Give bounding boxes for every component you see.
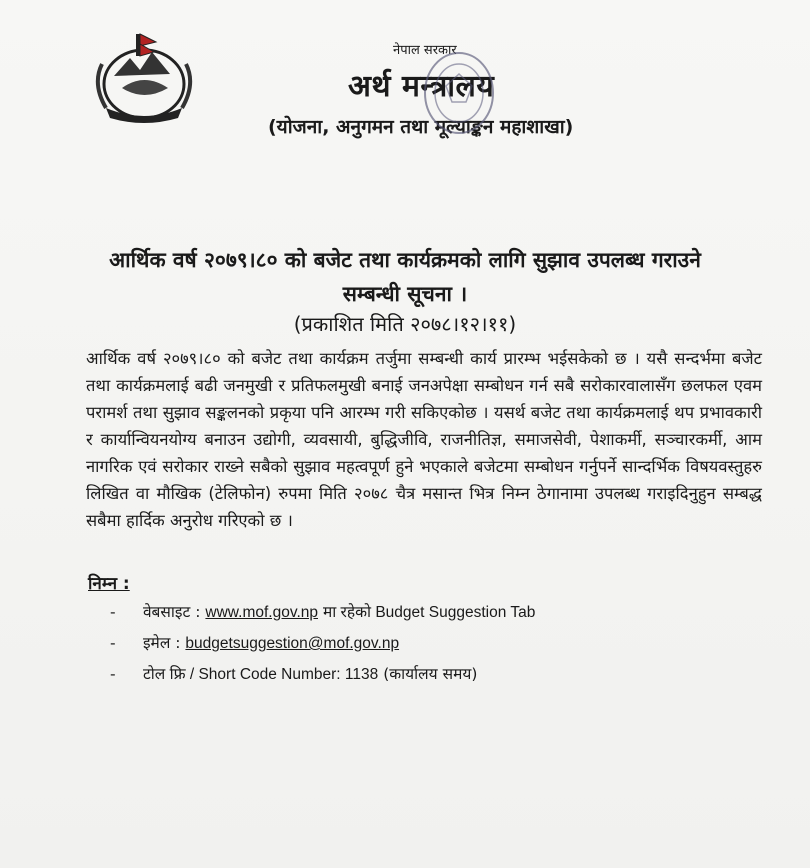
notice-title-line2: सम्बन्धी सूचना । — [342, 282, 468, 306]
phone-label: टोल फ्रि / Short Code Number: 1138 — [142, 666, 379, 683]
nimna-label: निम्न : — [88, 574, 130, 594]
website-suffix: मा रहेको Budget Suggestion Tab — [322, 604, 536, 621]
email-link[interactable]: budgetsuggestion@mof.gov.np — [185, 635, 400, 652]
ministry-title: अर्थ मन्त्रालय — [348, 69, 495, 104]
list-item: - इमेल : budgetsuggestion@mof.gov.np — [110, 634, 400, 652]
phone-suffix: (कार्यालय समय) — [383, 665, 478, 683]
list-item: - टोल फ्रि / Short Code Number: 1138 (कार्यालय समय) — [110, 665, 478, 683]
published-date: (प्रकाशित मिति २०७८।१२।११) — [293, 312, 517, 336]
ministry-stamp-icon — [416, 46, 502, 140]
division-title: (योजना, अनुगमन तथा मूल्याङ्कन महाशाखा) — [268, 116, 574, 138]
government-label: नेपाल सरकार — [393, 43, 457, 58]
contact-list — [110, 597, 535, 690]
notice-body: आर्थिक वर्ष २०७९।८० को बजेट तथा कार्यक्रम तर्जुमा सम्बन्धी कार्य प्रारम्भ भईसकेको छ । यसै सन्दर्भमा बजेट तथा कार्यक्रमलाई बढी जनमुखी र प्रतिफलमुखी बनाई जनअपेक्षा सम्बोधन गर्न सबै सरोकारवालासँग छलफल एवम परामर्श तथा सुझाव सङ्कलनको प्रकृया पनि आरम्भ गरी सकिएकोछ । यसर्थ बजेट तथा कार्यक्रमलाई थप प्रभावकारी र कार्यान्वियनयोग्य बनाउन उद्योगी, व्यवसायी, बुद्धिजीवि, राजनीतिज्ञ, समाजसेवी, पेशाकर्मी, सञ्चारकर्मी, आम नागरिक एवं सरोकार राख्ने सबैको सुझाव महत्वपूर्ण हुने भएकाले बजेटमा सम्बोधन गर्नुपर्ने सान्दर्भिक विषयवस्तुहरु लिखित वा मौखिक (टेलिफोन) रुपमा मिति २०७८ चैत्र मसान्त भित्र निम्न ठेगानामा उपलब्ध गराइदिनुहुन सम्बद्ध सबैमा हार्दिक अनुरोध गरिएको छ । — [86, 349, 762, 530]
website-link[interactable]: www.mof.gov.np — [205, 604, 318, 621]
website-label: वेबसाइट : — [142, 603, 201, 621]
notice-title-line1: आर्थिक वर्ष २०७९।८० को बजेट तथा कार्यक्रमको लागि सुझाव उपलब्ध गराउने — [109, 248, 701, 272]
nepal-emblem-icon — [92, 28, 197, 126]
email-label: इमेल : — [142, 634, 181, 652]
list-item: - वेबसाइट : www.mof.gov.np मा रहेको Budget Suggestion Tab — [110, 603, 536, 621]
